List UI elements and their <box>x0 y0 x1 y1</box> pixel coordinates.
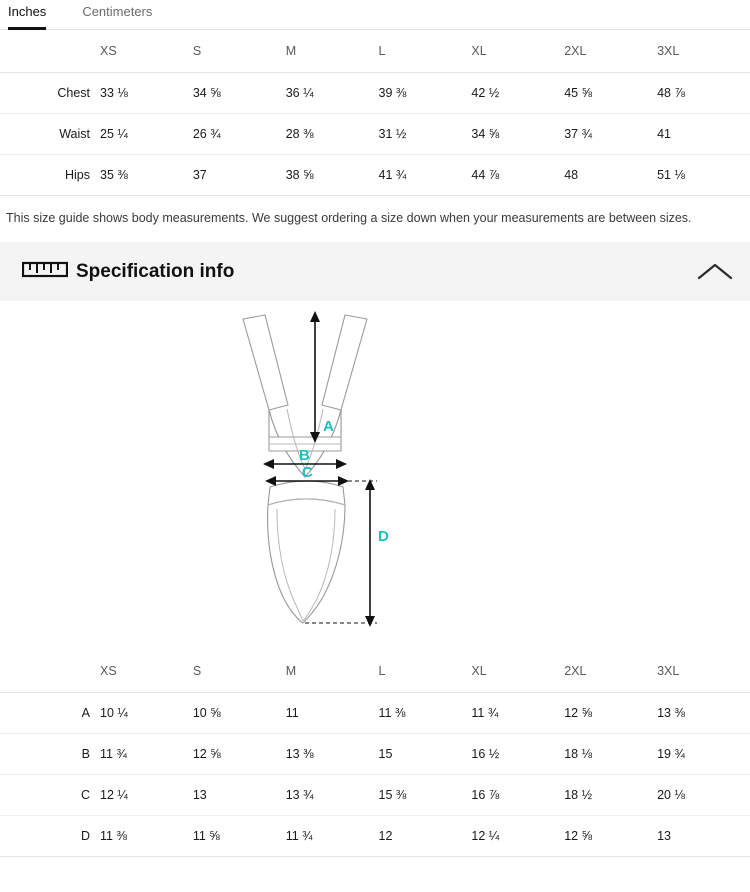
cell-a-3xl: 13 ⅜ <box>657 692 750 733</box>
cell-hips-xs: 35 ⅜ <box>100 154 193 195</box>
table-row <box>0 72 750 113</box>
cell-waist-s: 26 ¾ <box>193 113 286 154</box>
size-guide-note: This size guide shows body measurements. We suggest ordering a size down when your measurements are between sizes. <box>6 210 692 225</box>
header-cell-3xl: 3XL <box>657 30 750 72</box>
cell-chest-2xl: 45 ⅝ <box>564 72 657 113</box>
cell-c-xs: 12 ¼ <box>100 774 193 815</box>
cell-d-l: 12 <box>379 815 472 856</box>
cell-b-m: 13 ⅜ <box>286 733 379 774</box>
table-header-row <box>0 30 750 72</box>
label-c: C <box>302 463 313 481</box>
unit-tabs <box>0 0 750 30</box>
spec-row-label-d: D <box>0 815 100 856</box>
spec-header-cell-2xl: 2XL <box>564 650 657 692</box>
cell-a-m: 11 <box>286 692 379 733</box>
cell-d-xl: 12 ¼ <box>471 815 564 856</box>
body-table-body <box>0 72 750 195</box>
table-row <box>0 113 750 154</box>
table-row <box>0 815 750 856</box>
table-header-row <box>0 650 750 692</box>
cell-b-l: 15 <box>379 733 472 774</box>
cell-b-xs: 11 ¾ <box>100 733 193 774</box>
cell-b-s: 12 ⅝ <box>193 733 286 774</box>
cell-c-xl: 16 ⅞ <box>471 774 564 815</box>
chevron-up-icon[interactable] <box>690 261 734 283</box>
cell-b-xl: 16 ½ <box>471 733 564 774</box>
spec-row-label-c: C <box>0 774 100 815</box>
measure-arrow-a <box>310 311 320 443</box>
cell-d-m: 11 ¾ <box>286 815 379 856</box>
cell-hips-xl: 44 ⅞ <box>471 154 564 195</box>
garment-measurement-diagram <box>0 301 750 646</box>
spec-table-body <box>0 692 750 856</box>
cell-hips-2xl: 48 <box>564 154 657 195</box>
tab-centimeters[interactable]: Centimeters <box>82 4 153 19</box>
spec-row-label-a: A <box>0 692 100 733</box>
cell-b-2xl: 18 ⅛ <box>564 733 657 774</box>
cell-hips-m: 38 ⅝ <box>286 154 379 195</box>
cell-b-3xl: 19 ¾ <box>657 733 750 774</box>
cell-c-l: 15 ⅜ <box>379 774 472 815</box>
spec-header-cell-l: L <box>379 650 472 692</box>
spec-header-cell-m: M <box>286 650 379 692</box>
specification-table-wrap <box>0 646 750 857</box>
cell-c-m: 13 ¾ <box>286 774 379 815</box>
cell-a-xs: 10 ¼ <box>100 692 193 733</box>
table-row <box>0 733 750 774</box>
header-cell-s: S <box>193 30 286 72</box>
cell-chest-m: 36 ¼ <box>286 72 379 113</box>
spec-table-head <box>0 650 750 692</box>
label-b: B <box>299 446 310 464</box>
header-cell-l: L <box>379 30 472 72</box>
header-cell-blank <box>0 30 100 72</box>
label-a: A <box>323 417 334 435</box>
cell-hips-s: 37 <box>193 154 286 195</box>
table-row <box>0 692 750 733</box>
header-cell-2xl: 2XL <box>564 30 657 72</box>
cell-chest-s: 34 ⅝ <box>193 72 286 113</box>
cell-a-s: 10 ⅝ <box>193 692 286 733</box>
row-label-hips: Hips <box>0 154 100 195</box>
cell-chest-3xl: 48 ⅞ <box>657 72 750 113</box>
cell-d-3xl: 13 <box>657 815 750 856</box>
spec-header-cell-3xl: 3XL <box>657 650 750 692</box>
cell-a-2xl: 12 ⅝ <box>564 692 657 733</box>
cell-d-2xl: 12 ⅝ <box>564 815 657 856</box>
cell-waist-xl: 34 ⅝ <box>471 113 564 154</box>
cell-c-s: 13 <box>193 774 286 815</box>
ruler-icon <box>22 258 68 285</box>
diagram-svg <box>165 309 585 639</box>
header-cell-m: M <box>286 30 379 72</box>
cell-waist-3xl: 41 <box>657 113 750 154</box>
row-label-chest: Chest <box>0 72 100 113</box>
specification-info-title: Specification info <box>76 260 235 282</box>
label-d: D <box>378 527 389 545</box>
cell-c-3xl: 20 ⅛ <box>657 774 750 815</box>
body-measurements-table <box>0 30 750 196</box>
cell-d-s: 11 ⅝ <box>193 815 286 856</box>
row-label-waist: Waist <box>0 113 100 154</box>
cell-d-xs: 11 ⅜ <box>100 815 193 856</box>
table-row <box>0 154 750 195</box>
tab-inches[interactable]: Inches <box>8 4 46 30</box>
spec-header-cell-xl: XL <box>471 650 564 692</box>
header-cell-xl: XL <box>471 30 564 72</box>
measure-arrow-d <box>365 479 375 627</box>
cell-hips-3xl: 51 ⅛ <box>657 154 750 195</box>
header-cell-xs: XS <box>100 30 193 72</box>
cell-waist-l: 31 ½ <box>379 113 472 154</box>
cell-a-xl: 11 ¾ <box>471 692 564 733</box>
cell-waist-xs: 25 ¼ <box>100 113 193 154</box>
specification-table <box>0 650 750 857</box>
cell-waist-2xl: 37 ¾ <box>564 113 657 154</box>
spec-header-cell-blank <box>0 650 100 692</box>
cell-c-2xl: 18 ½ <box>564 774 657 815</box>
specification-info-section-header[interactable] <box>0 242 750 301</box>
cell-chest-xl: 42 ½ <box>471 72 564 113</box>
cell-chest-xs: 33 ⅛ <box>100 72 193 113</box>
cell-chest-l: 39 ⅜ <box>379 72 472 113</box>
table-row <box>0 774 750 815</box>
spec-header-cell-s: S <box>193 650 286 692</box>
cell-a-l: 11 ⅜ <box>379 692 472 733</box>
cell-waist-m: 28 ⅜ <box>286 113 379 154</box>
spec-header-cell-xs: XS <box>100 650 193 692</box>
cell-hips-l: 41 ¾ <box>379 154 472 195</box>
spec-row-label-b: B <box>0 733 100 774</box>
body-table-head <box>0 30 750 72</box>
